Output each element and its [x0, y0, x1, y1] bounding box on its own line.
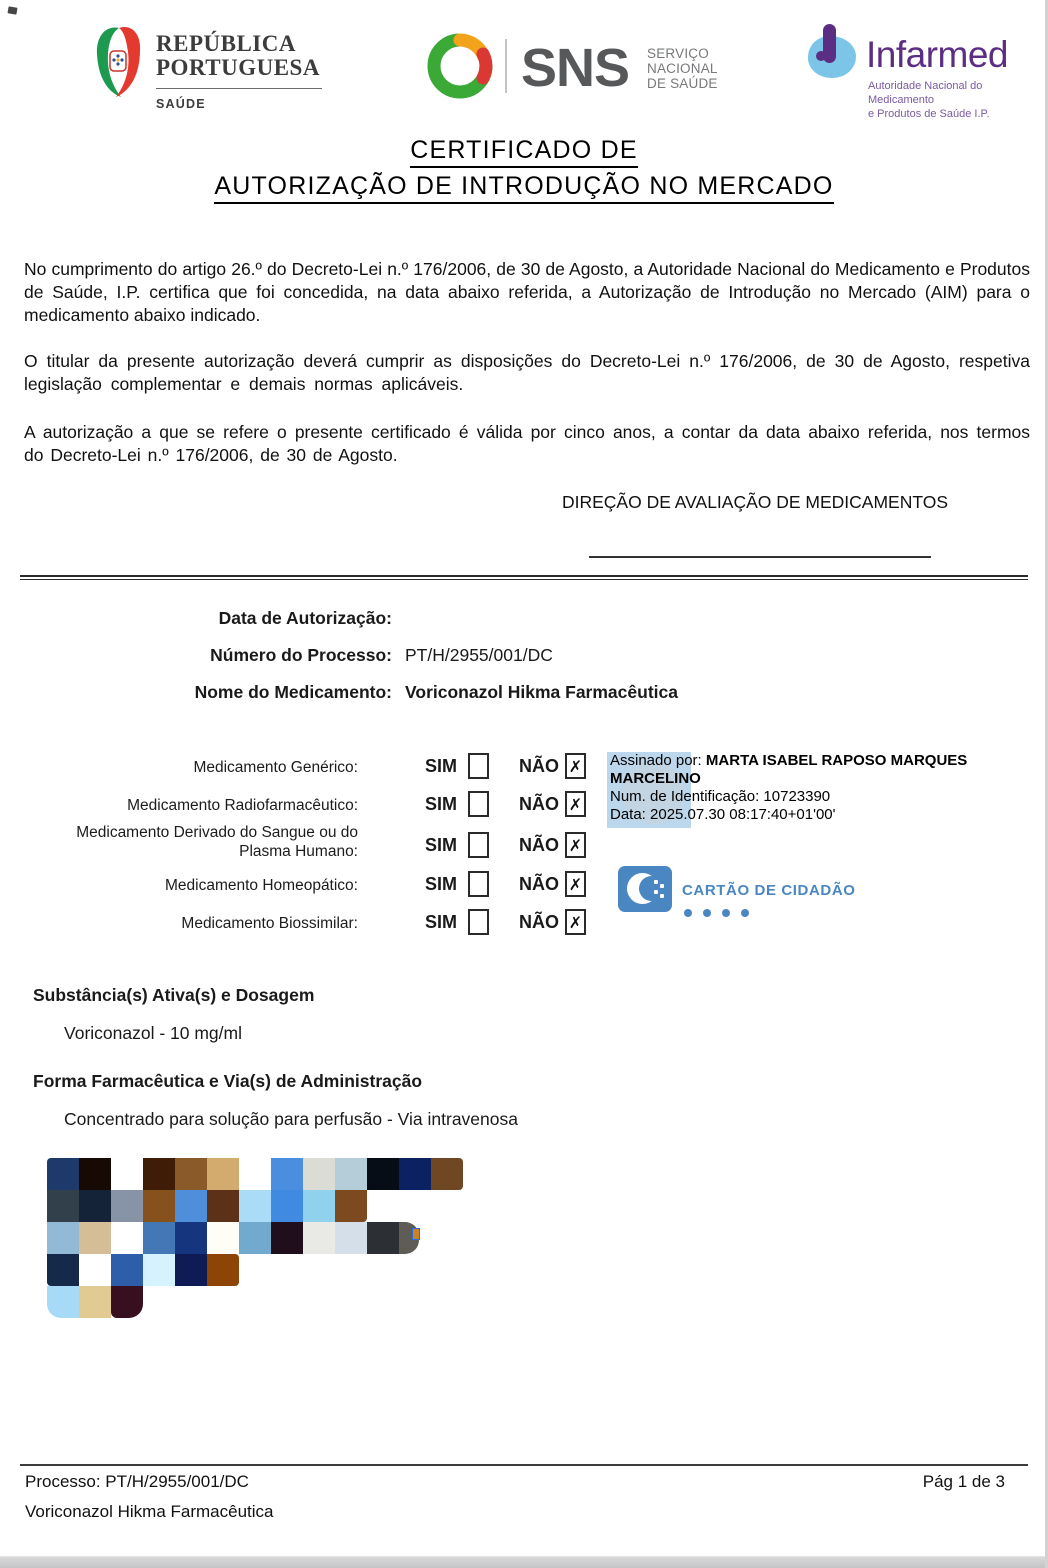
checkbox-row-label: Medicamento Radiofarmacêutico: — [127, 797, 358, 814]
document-title-line1: CERTIFICADO DE — [0, 136, 1048, 165]
substance-heading: Substância(s) Ativa(s) e Dosagem — [33, 985, 315, 1005]
gov-logo-title: REPÚBLICA PORTUGUESA — [156, 31, 320, 81]
checkbox-row-label: Medicamento Homeopático: — [165, 877, 358, 894]
mosaic-cell — [175, 1190, 207, 1222]
mosaic-row — [47, 1222, 463, 1254]
mosaic-cell — [79, 1190, 111, 1222]
sns-divider — [505, 39, 507, 93]
nao-checkbox — [565, 791, 586, 817]
mosaic-cell — [143, 1222, 175, 1254]
mosaic-cell — [239, 1190, 271, 1222]
mosaic-cell — [111, 1222, 143, 1254]
mosaic-cell — [335, 1190, 367, 1222]
nao-checkbox — [565, 832, 586, 858]
field-value: Voriconazol Hikma Farmacêutica — [405, 682, 678, 702]
mosaic-cell — [143, 1158, 175, 1190]
field-label: Número do Processo: — [210, 645, 392, 665]
infarmed-name: Infarmed — [866, 34, 1009, 75]
signature-date-line: Data: 2025.07.30 08:17:40+01'00' — [610, 806, 836, 823]
checkbox-x-mark: ✗ — [568, 835, 583, 855]
mosaic-cell — [207, 1254, 239, 1286]
digital-signature-block — [610, 752, 990, 824]
sim-checkbox — [468, 832, 489, 858]
mosaic-cell — [303, 1222, 335, 1254]
gov-logo-divider — [156, 88, 322, 89]
sns-abbr: SNS — [521, 38, 630, 98]
footer-process-line: Processo: PT/H/2955/001/DC — [25, 1472, 249, 1491]
sim-label: SIM — [425, 912, 458, 932]
field-medicine-name — [0, 682, 1048, 708]
nao-checkbox — [565, 909, 586, 935]
mosaic-cell — [239, 1158, 271, 1190]
mosaic-cell — [303, 1190, 335, 1222]
sns-tagline: SERVIÇO NACIONAL DE SAÚDE — [647, 46, 718, 91]
mosaic-cell — [79, 1222, 111, 1254]
infarmed-icon — [808, 24, 858, 82]
checkbox-row-label: Medicamento Derivado do Sangue ou do Plasma Humano: — [76, 824, 358, 861]
nao-label: NÃO — [519, 912, 559, 932]
checkbox-row-label: Medicamento Biossimilar: — [181, 915, 358, 932]
sns-swirl-icon — [427, 33, 493, 99]
mosaic-row — [47, 1286, 463, 1318]
footer-divider — [20, 1464, 1028, 1466]
field-label: Data de Autorização: — [218, 608, 392, 628]
mosaic-cell — [111, 1286, 143, 1318]
mosaic-cell — [367, 1158, 399, 1190]
mosaic-cell — [111, 1158, 143, 1190]
footer-medicine-line: Voriconazol Hikma Farmacêutica — [25, 1502, 274, 1521]
sim-checkbox — [468, 791, 489, 817]
checkbox-row-homeopatico — [0, 871, 600, 901]
checkbox-x-mark: ✗ — [568, 874, 583, 894]
gov-logo-subtitle: SAÚDE — [156, 96, 206, 111]
mosaic-cell — [367, 1222, 399, 1254]
checkbox-x-mark: ✗ — [568, 794, 583, 814]
redacted-mosaic — [47, 1158, 463, 1318]
mosaic-row — [47, 1190, 463, 1222]
nao-label: NÃO — [519, 835, 559, 855]
sim-label: SIM — [425, 756, 458, 776]
mosaic-cell — [271, 1190, 303, 1222]
paragraph-3: A autorização a que se refere o presente certificado é válida por cinco anos, a contar da data abaixo referida, nos termos do Decreto-Lei n.º 176/2006, de 30 de Agosto. — [24, 422, 1030, 466]
checkbox-row-biossimilar — [0, 909, 600, 939]
gov-logo — [92, 22, 342, 122]
sim-label: SIM — [425, 835, 458, 855]
pharma-form-value: Concentrado para solução para perfusão - Via intravenosa — [64, 1109, 518, 1129]
mosaic-cell — [207, 1158, 239, 1190]
sim-label: SIM — [425, 874, 458, 894]
nao-label: NÃO — [519, 874, 559, 894]
checkbox-row-sangue-plasma — [0, 824, 600, 873]
checkbox-x-mark: ✗ — [568, 756, 583, 776]
document-title-line2: AUTORIZAÇÃO DE INTRODUÇÃO NO MERCADO — [0, 172, 1048, 201]
nao-label: NÃO — [519, 756, 559, 776]
mosaic-cell — [79, 1254, 111, 1286]
sim-label: SIM — [425, 794, 458, 814]
checkbox-row-label: Medicamento Genérico: — [193, 759, 358, 776]
mosaic-cell — [399, 1158, 431, 1190]
nao-label: NÃO — [519, 794, 559, 814]
mosaic-cell — [79, 1286, 111, 1318]
paragraph-2: O titular da presente autorização deverá cumprir as disposições do Decreto-Lei n.º 176/2006, de 30 de Agosto, respetiva legislação complementar e demais normas aplicáveis. — [24, 351, 1030, 395]
mosaic-cell — [47, 1286, 79, 1318]
mosaic-cell — [207, 1190, 239, 1222]
mosaic-cell — [47, 1158, 79, 1190]
mosaic-cell — [303, 1158, 335, 1190]
mosaic-cell — [79, 1158, 111, 1190]
direction-label: DIREÇÃO DE AVALIAÇÃO DE MEDICAMENTOS — [561, 492, 949, 512]
sim-checkbox — [468, 871, 489, 897]
paragraph-1: No cumprimento do artigo 26.º do Decreto-Lei n.º 176/2006, de 30 de Agosto, a Autoridade Nacional do Medicamento e Produtos de Saúde, I.P. certifica que foi concedida, na data abaixo referida, a Autorização de Introdução no Mercado (AIM) para o medicamento abaixo indicado. — [24, 259, 1030, 326]
signed-by-label: Assinado por: — [610, 752, 702, 769]
cartao-cidadao-icon — [618, 866, 672, 912]
signer-name: MARTA ISABEL RAPOSO MARQUES MARCELINO — [610, 752, 968, 787]
sim-checkbox — [468, 909, 489, 935]
mosaic-cell — [335, 1222, 367, 1254]
infarmed-tagline: Autoridade Nacional do Medicamento e Produtos de Saúde I.P. — [868, 80, 990, 120]
section-divider — [20, 575, 1028, 580]
mosaic-cell — [271, 1222, 303, 1254]
mosaic-cell — [335, 1158, 367, 1190]
checkbox-row-generico — [0, 753, 600, 783]
field-authorization-date — [0, 608, 1048, 634]
mosaic-cell — [47, 1222, 79, 1254]
mosaic-row — [47, 1254, 463, 1286]
signature-rule — [589, 556, 931, 558]
portugal-flag-emblem-icon — [92, 24, 144, 100]
sns-logo — [427, 33, 717, 103]
mosaic-cell — [175, 1254, 207, 1286]
page-bottom-edge — [0, 1556, 1048, 1568]
signer-id-line: Num. de Identificação: 10723390 — [610, 788, 831, 805]
corner-artifact — [7, 6, 17, 14]
mosaic-cell — [47, 1254, 79, 1286]
substance-value: Voriconazol - 10 mg/ml — [64, 1023, 242, 1043]
footer-page-indicator: Pág 1 de 3 — [922, 1472, 1005, 1491]
mosaic-cell — [207, 1222, 239, 1254]
cartao-cidadao-label: CARTÃO DE CIDADÃO — [682, 882, 856, 899]
checkbox-x-mark: ✗ — [568, 912, 583, 932]
cartao-cidadao-dots — [684, 904, 760, 922]
mosaic-cell — [175, 1222, 207, 1254]
field-process-number — [0, 645, 1048, 671]
mosaic-cell — [143, 1254, 175, 1286]
mosaic-cell — [47, 1190, 79, 1222]
mosaic-cell — [239, 1222, 271, 1254]
cartao-cidadao-logo — [618, 866, 878, 918]
field-label: Nome do Medicamento: — [194, 682, 392, 702]
mosaic-cell — [271, 1158, 303, 1190]
checkbox-row-radiofarmaceutico — [0, 791, 600, 821]
mosaic-cell — [431, 1158, 463, 1190]
mosaic-cell — [143, 1190, 175, 1222]
mosaic-row — [47, 1158, 463, 1190]
sim-checkbox — [468, 753, 489, 779]
nao-checkbox — [565, 871, 586, 897]
nao-checkbox — [565, 753, 586, 779]
mosaic-cell — [111, 1254, 143, 1286]
mosaic-cell — [111, 1190, 143, 1222]
pharma-form-heading: Forma Farmacêutica e Via(s) de Administração — [33, 1071, 423, 1091]
mosaic-text-remnant — [412, 1228, 420, 1240]
mosaic-cell — [175, 1158, 207, 1190]
field-value: PT/H/2955/001/DC — [405, 645, 553, 665]
infarmed-logo — [808, 24, 1028, 124]
